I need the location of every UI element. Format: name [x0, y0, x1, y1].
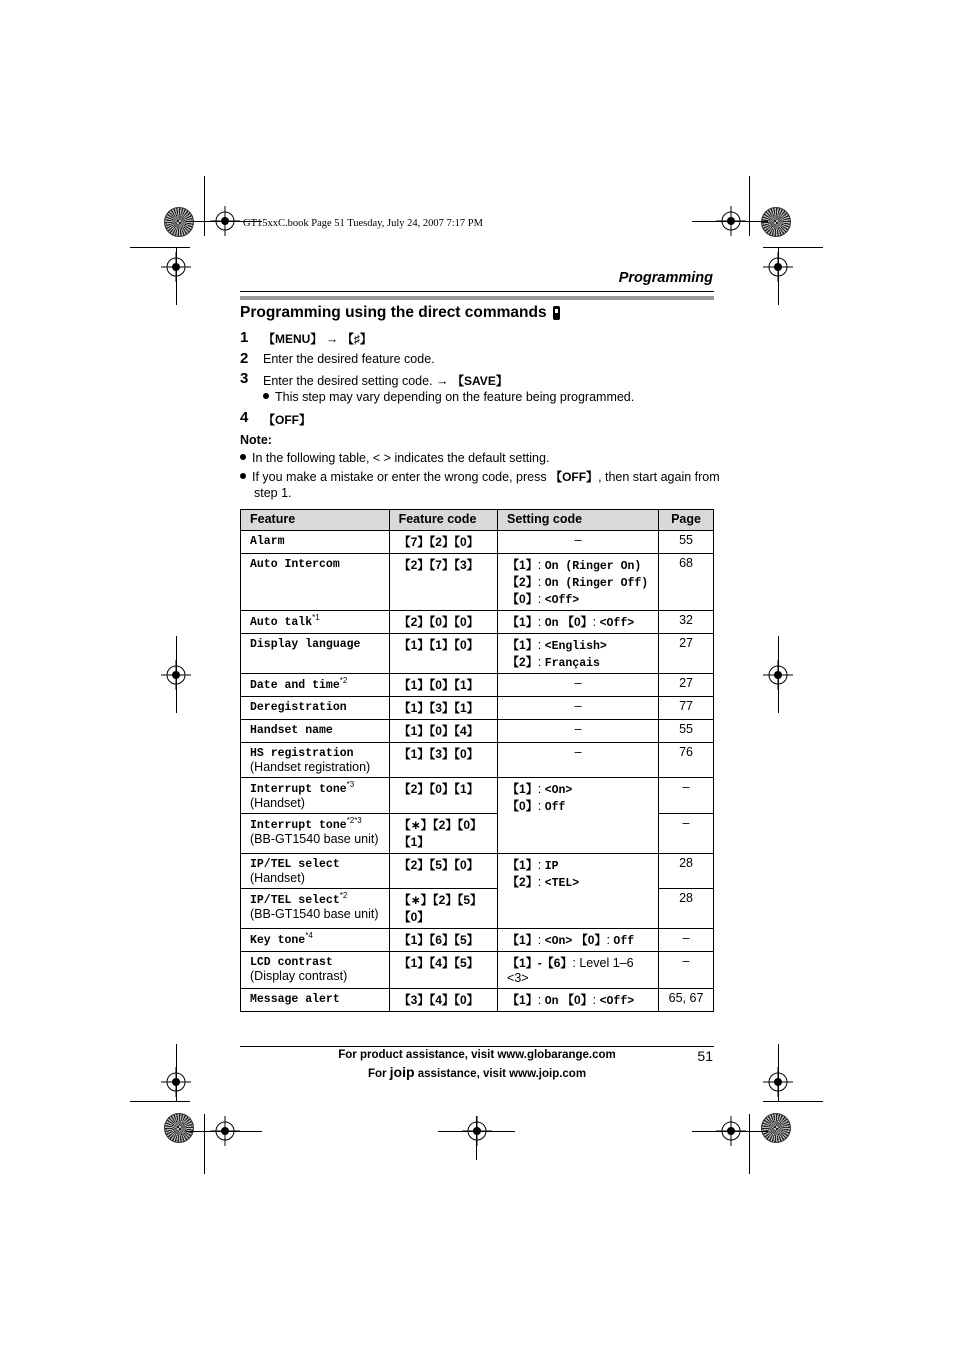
setting-key: 【1】: [507, 558, 538, 572]
footnote-ref: *3: [346, 780, 355, 789]
setting-value: <On>: [544, 935, 573, 949]
feature-code: 【3】【4】【0】: [398, 993, 479, 1008]
section-title: [240, 304, 560, 322]
feature-description: (Handset registration): [250, 760, 371, 774]
feature-code: 【1】【0】【1】: [398, 678, 479, 692]
setting-code: –: [574, 676, 582, 690]
feature-code: 【1】【6】【5】: [398, 933, 479, 948]
page-ref: –: [682, 931, 690, 946]
setting-code: 【1】-【6】: Level 1–6 <3>: [498, 952, 659, 989]
setting-value: Level 1–6 <3>: [507, 956, 634, 986]
registration-mark-icon: [763, 1067, 793, 1097]
feature-code: 【2】【5】【0】: [398, 858, 479, 873]
table-row: [241, 854, 714, 889]
registration-mark-icon: [161, 660, 191, 690]
note-label: Note:: [240, 433, 272, 447]
feature-name: Deregistration: [250, 701, 347, 714]
setting-key: 【1】: [507, 933, 538, 948]
step-text: [263, 372, 508, 389]
column-header: Feature: [241, 510, 390, 531]
joip-logo: joip: [389, 1064, 415, 1080]
step-number: 3: [240, 370, 249, 387]
feature-name: Date and time: [250, 679, 340, 693]
feature-name: Message alert: [250, 993, 340, 1007]
feature-description: (Display contrast): [250, 969, 348, 984]
column-header: Page: [659, 510, 714, 531]
setting-code: 【1】: On 【0】: <Off>: [498, 611, 659, 634]
bullet-icon: [240, 454, 246, 460]
feature-code: 【1】【1】【0】: [398, 638, 479, 652]
setting-key: 【0】: [507, 799, 538, 813]
setting-code: 【1】: <English> 【2】: Français: [498, 634, 659, 674]
save-key: 【SAVE】: [452, 374, 508, 388]
table-row: [241, 929, 714, 952]
setting-key: 【1】: [507, 638, 538, 652]
page-ref: –: [682, 954, 690, 969]
registration-mark-icon: [763, 660, 793, 690]
page-ref: 28: [679, 891, 693, 906]
table-row: [241, 720, 714, 743]
footer-text: For: [367, 1068, 390, 1080]
book-info: GT15xxC.book Page 51 Tuesday, July 24, 2007 7:17 PM: [243, 218, 483, 229]
footer-text: assistance, visit www.joip.com: [414, 1068, 587, 1080]
setting-key: 【1】-【6】: [507, 956, 573, 971]
feature-name: Handset name: [250, 724, 333, 737]
feature-name: Auto Intercom: [250, 558, 340, 571]
setting-key: 【1】: [507, 615, 538, 629]
feature-name: Alarm: [250, 535, 285, 548]
page-ref: 55: [679, 533, 693, 547]
color-rosette-icon: [761, 1113, 791, 1143]
page-ref: 28: [679, 856, 693, 871]
table-row: [241, 674, 714, 697]
note-item: [240, 469, 720, 501]
footnote-ref: *4: [305, 931, 313, 941]
footer-rule: [240, 1046, 714, 1047]
setting-value: Français: [544, 657, 600, 670]
pound-key: 【♯】: [341, 332, 372, 346]
feature-name: Key tone: [250, 934, 306, 948]
page-ref: –: [682, 780, 690, 794]
feature-name: LCD contrast: [250, 956, 333, 970]
off-key: 【OFF】: [263, 413, 311, 427]
arrow: →: [436, 374, 449, 388]
footnote-ref: *2*3: [346, 816, 362, 826]
setting-value: <English>: [544, 640, 607, 653]
table-row: [241, 554, 714, 611]
table-row: [241, 611, 714, 634]
column-header: Setting code: [498, 510, 659, 531]
bullet-icon: [263, 393, 269, 399]
feature-name: Interrupt tone: [250, 819, 347, 833]
setting-key: 【0】: [575, 933, 607, 948]
setting-key: 【1】: [507, 782, 538, 796]
footnote-ref: *2: [339, 891, 348, 901]
step-text: Enter the desired feature code.: [263, 352, 435, 366]
feature-code: 【2】【7】【3】: [398, 558, 479, 572]
section-title-text: Programming using the direct commands: [240, 304, 547, 321]
feature-code: 【7】【2】【0】: [398, 535, 479, 549]
table-row: [241, 697, 714, 720]
table-row: [241, 952, 714, 989]
step-bullet-text: This step may vary depending on the feature being programmed.: [275, 390, 635, 404]
color-rosette-icon: [761, 207, 791, 237]
setting-key: 【2】: [507, 875, 538, 890]
running-header: Programming: [618, 270, 713, 286]
setting-code: 【1】: On (Ringer On) 【2】: On (Ringer Off) 【0】: <Off>: [498, 554, 659, 611]
feature-name: HS registration: [250, 747, 354, 760]
setting-value: On (Ringer On): [544, 560, 642, 573]
feature-name: IP/TEL select: [250, 894, 340, 908]
step-text-body: Enter the desired setting code.: [263, 374, 433, 388]
setting-value: <TEL>: [544, 877, 580, 891]
setting-value: <Off>: [599, 995, 635, 1009]
step-text: [263, 330, 372, 347]
header-rule-shade: [240, 296, 714, 300]
color-rosette-icon: [164, 207, 194, 237]
feature-description: (Handset): [250, 796, 305, 811]
step-number: 4: [240, 409, 249, 426]
setting-value: Off: [544, 801, 566, 814]
feature-code: 【1】【3】【0】: [398, 747, 479, 761]
page-ref: –: [682, 816, 690, 831]
setting-code: 【1】: <On> 【0】: Off: [498, 929, 659, 952]
footer-product-assistance: For product assistance, visit www.globarange.com: [338, 1049, 616, 1061]
feature-code: 【1】【4】【5】: [398, 956, 479, 971]
menu-key: 【MENU】: [263, 332, 323, 346]
feature-description: (Handset): [250, 871, 305, 886]
off-key: 【OFF】: [550, 470, 599, 484]
feature-name: Display language: [250, 638, 361, 651]
table-row: [241, 778, 714, 814]
page-ref: 27: [679, 676, 693, 690]
setting-code: 【1】: IP 【2】: <TEL>: [498, 854, 659, 929]
handset-icon: [553, 306, 560, 320]
setting-code: –: [574, 533, 582, 547]
page-ref: 55: [679, 722, 693, 736]
step-text: [263, 411, 311, 428]
arrow: →: [325, 332, 339, 346]
step-bullet: [263, 390, 634, 404]
setting-key: 【2】: [507, 575, 538, 589]
setting-value: <Off>: [544, 594, 580, 607]
table-row: [241, 743, 714, 778]
note-item-text: In the following table, < > indicates the default setting.: [252, 451, 550, 465]
table-row: [241, 634, 714, 674]
feature-code: 【2】【0】【0】: [398, 615, 479, 629]
note-item-text: If you make a mistake or enter the wrong code, press: [252, 470, 551, 484]
setting-key: 【0】: [561, 993, 593, 1008]
footer-joip-assistance: [240, 1064, 714, 1080]
note-item: [240, 451, 549, 465]
bullet-icon: [240, 473, 246, 479]
setting-key: 【0】: [561, 615, 593, 629]
setting-key: 【1】: [507, 858, 538, 873]
setting-value: On (Ringer Off): [544, 577, 649, 590]
registration-mark-icon: [161, 1067, 191, 1097]
feature-code: 【∗】【2】【5】【0】: [398, 893, 482, 925]
table-header-row: [241, 510, 714, 531]
header-rule: [240, 291, 714, 292]
footnote-ref: *2: [339, 676, 348, 685]
feature-code: 【∗】【2】【0】【1】: [398, 818, 482, 850]
feature-name: Auto talk: [250, 616, 313, 630]
page-ref: 77: [679, 699, 693, 713]
setting-value: <On>: [544, 784, 573, 797]
setting-key: 【2】: [507, 655, 538, 669]
setting-code: 【1】: On 【0】: <Off>: [498, 989, 659, 1012]
registration-mark-icon: [763, 252, 793, 282]
setting-key: 【1】: [507, 993, 538, 1008]
note-item-text: , then start again from: [598, 470, 720, 484]
setting-code: –: [574, 722, 582, 736]
page-ref: 68: [679, 556, 693, 570]
page-ref: 65, 67: [668, 991, 704, 1006]
table-row: [241, 989, 714, 1012]
page-ref: 32: [679, 613, 693, 627]
table-row: [241, 531, 714, 554]
color-rosette-icon: [164, 1113, 194, 1143]
step-number: 1: [240, 329, 249, 346]
step-number: 2: [240, 350, 249, 367]
setting-code: –: [574, 699, 582, 713]
feature-description: (BB-GT1540 base unit): [250, 907, 379, 922]
setting-code: 【1】: <On> 【0】: Off: [498, 778, 659, 854]
setting-value: Off: [613, 935, 635, 949]
page-number: 51: [697, 1048, 713, 1064]
note-item-text: step 1.: [254, 486, 292, 500]
page-ref: 76: [679, 745, 693, 759]
setting-key: 【0】: [507, 592, 538, 606]
feature-code: 【1】【0】【4】: [398, 724, 479, 738]
setting-value: <Off>: [599, 617, 635, 630]
feature-code: 【1】【3】【1】: [398, 701, 479, 715]
footnote-ref: *1: [312, 613, 320, 622]
feature-name: Interrupt tone: [250, 783, 347, 797]
column-header: Feature code: [389, 510, 497, 531]
feature-code: 【2】【0】【1】: [398, 782, 479, 796]
page-ref: 27: [679, 636, 693, 650]
feature-code-table: [240, 509, 714, 1012]
setting-value: On: [544, 995, 559, 1009]
setting-code: –: [574, 745, 582, 759]
feature-name: IP/TEL select: [250, 858, 340, 872]
feature-description: (BB-GT1540 base unit): [250, 832, 379, 847]
registration-mark-icon: [161, 252, 191, 282]
setting-value: IP: [544, 860, 559, 874]
setting-value: On: [544, 617, 559, 630]
